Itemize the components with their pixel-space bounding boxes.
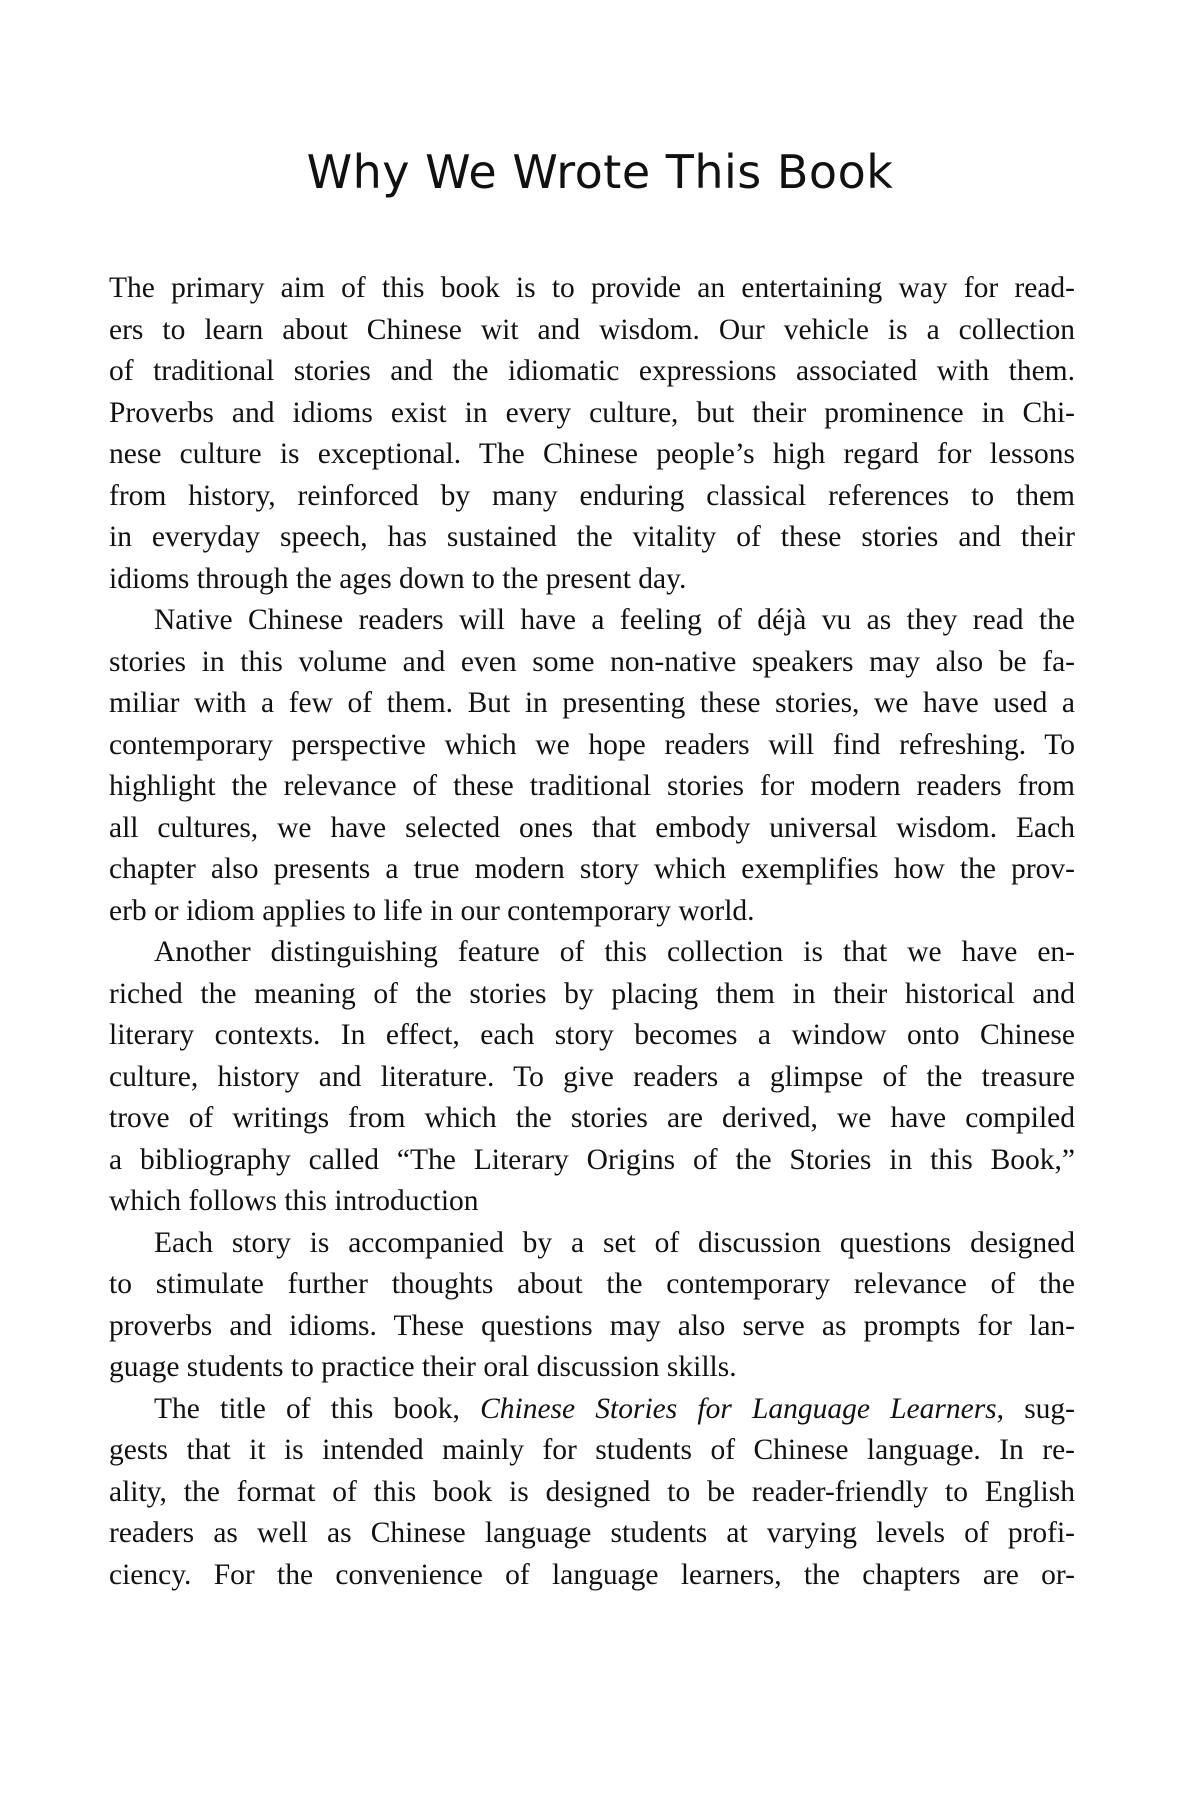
text-line: nese culture is exceptional. The Chinese people’s high regard for lessons — [109, 438, 1075, 470]
text-line: trove of writings from which the stories are derived, we have compiled — [109, 1102, 1075, 1134]
text-line: gests that it is intended mainly for students of Chinese language. In re- — [109, 1434, 1075, 1466]
body-text — [109, 268, 1075, 1596]
text-line — [109, 1389, 1075, 1431]
text-line: chapter also presents a true modern story which exemplifies how the prov- — [109, 853, 1075, 885]
text-line: idioms through the ages down to the present day. — [109, 562, 687, 595]
text-line: which follows this introduction — [109, 1185, 479, 1217]
chapter-title: Why We Wrote This Book — [306, 145, 894, 199]
text-line: ers to learn about Chinese wit and wisdom. Our vehicle is a collection — [109, 313, 1075, 346]
text-line: ciency. For the convenience of language learners, the chapters are or- — [109, 1558, 1075, 1591]
text-line: miliar with a few of them. But in presenting these stories, we have used a — [109, 687, 1075, 719]
book-title-italic: Chinese Stories for Language Learners — [480, 1392, 997, 1425]
text-line: ality, the format of this book is designed to be reader-friendly to English — [109, 1475, 1075, 1508]
text-line: literary contexts. In effect, each story becomes a window onto Chinese — [109, 1019, 1075, 1051]
text-line: from history, reinforced by many enduring classical references to them — [109, 479, 1075, 512]
text-line: contemporary perspective which we hope readers will find refreshing. To — [109, 728, 1075, 761]
text-line: highlight the relevance of these traditional stories for modern readers from — [109, 770, 1075, 802]
text-line: all cultures, we have selected ones that embody universal wisdom. Each — [109, 811, 1075, 844]
text-line: a bibliography called “The Literary Origins of the Stories in this Book,” — [109, 1143, 1075, 1176]
text-line: erb or idiom applies to life in our contemporary world. — [109, 894, 755, 927]
text-fragment: , sug- — [996, 1392, 1076, 1425]
text-line: Proverbs and idioms exist in every culture, but their prominence in Chi- — [109, 396, 1075, 429]
text-fragment: The title of this book, — [154, 1392, 481, 1425]
text-line: The primary aim of this book is to provide an entertaining way for read- — [109, 272, 1075, 304]
text-line: to stimulate further thoughts about the contemporary relevance of the — [109, 1268, 1075, 1300]
text-line: readers as well as Chinese language students at varying levels of profi- — [109, 1517, 1075, 1549]
text-line: culture, history and literature. To give readers a glimpse of the treasure — [109, 1060, 1075, 1093]
text-line: Another distinguishing feature of this collection is that we have en- — [154, 936, 1075, 968]
text-line: of traditional stories and the idiomatic expressions associated with them. — [109, 355, 1075, 387]
text-line: Each story is accompanied by a set of discussion questions designed — [154, 1226, 1075, 1259]
text-line: guage students to practice their oral discussion skills. — [109, 1351, 737, 1383]
text-line: Native Chinese readers will have a feeling of déjà vu as they read the — [154, 604, 1075, 636]
text-line: in everyday speech, has sustained the vitality of these stories and their — [109, 521, 1075, 553]
text-line: proverbs and idioms. These questions may also serve as prompts for lan- — [109, 1309, 1075, 1342]
text-line: riched the meaning of the stories by placing them in their historical and — [109, 977, 1075, 1010]
text-line: stories in this volume and even some non-native speakers may also be fa- — [109, 645, 1075, 678]
